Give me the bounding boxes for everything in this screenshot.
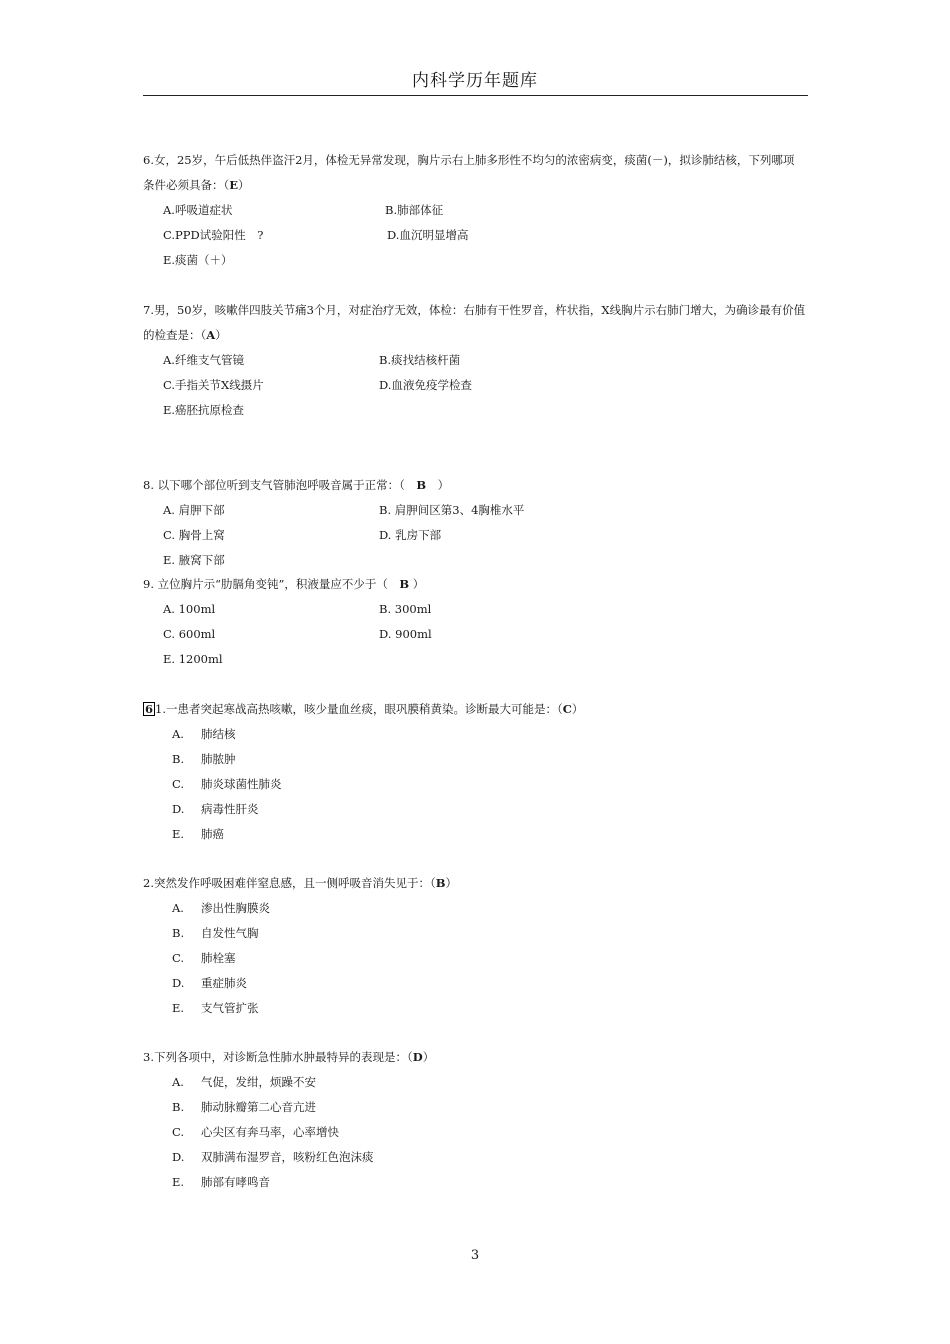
option-c: C.手指关节X线摄片	[163, 378, 264, 392]
page-number: 3	[470, 1248, 480, 1263]
option-text: 心尖区有奔马率，心率增快	[201, 1125, 339, 1139]
option-label: D.	[172, 1150, 185, 1164]
stem-close: ）	[571, 702, 584, 716]
stem-text: 条件必须具备：（	[143, 178, 230, 192]
option-label: A.	[172, 901, 184, 915]
option-text: 肺脓肿	[201, 752, 236, 766]
answer-key: C	[562, 702, 572, 716]
option-label: C.	[172, 1125, 185, 1139]
option-b	[172, 747, 236, 772]
option-label: C.	[172, 951, 185, 965]
stem-close: ）	[238, 178, 250, 192]
option-text: 肺动脉瓣第二心音亢进	[201, 1100, 316, 1114]
option-a	[172, 896, 270, 921]
option-text: 肺结核	[201, 727, 236, 741]
option-label: A.	[172, 727, 184, 741]
option-label: D.	[172, 802, 185, 816]
option-e: E.癌胚抗原检查	[163, 403, 245, 417]
option-label: E.	[172, 1175, 185, 1189]
option-label: E.	[172, 1001, 185, 1015]
option-b: B.肺部体征	[385, 203, 444, 217]
option-a: A.纤维支气管镜	[163, 353, 244, 367]
question-stem-line2	[143, 323, 808, 348]
option-d: D.血液免疫学检查	[379, 378, 472, 392]
stem-text: 1.一患者突起寒战高热咳嗽，咳少量血丝痰，眼巩膜稍黄染。诊断最大可能是：（	[155, 702, 563, 716]
option-b: B.痰找结核杆菌	[379, 353, 461, 367]
answer-key: B	[435, 876, 446, 890]
stem-text: 2.突然发作呼吸困难伴窒息感，且一侧呼吸音消失见于：（	[143, 876, 436, 890]
option-d: D.血沉明显增高	[387, 228, 469, 242]
option-a: A. 肩胛下部	[163, 503, 225, 517]
option-e: E. 1200ml	[163, 652, 223, 666]
option-b	[172, 921, 259, 946]
option-text: 气促，发绀，烦躁不安	[201, 1075, 316, 1089]
option-d	[172, 797, 259, 822]
option-text: 肺部有哮鸣音	[201, 1175, 270, 1189]
option-c: C. 600ml	[163, 627, 216, 641]
stem-close: ）	[445, 876, 457, 890]
answer-key: E	[229, 178, 239, 192]
question-stem	[143, 871, 808, 896]
stem-text: 3.下列各项中，对诊断急性肺水肿最特异的表现是：（	[143, 1050, 413, 1064]
option-text: 自发性气胸	[201, 926, 259, 940]
option-b: B. 肩胛间区第3、4胸椎水平	[379, 503, 525, 517]
option-text: 病毒性肝炎	[201, 802, 259, 816]
stem-close: ）	[215, 328, 227, 342]
stem-text: 的检查是：（	[143, 328, 207, 342]
option-c	[172, 946, 236, 971]
option-a	[172, 1070, 316, 1095]
option-label: A.	[172, 1075, 184, 1089]
option-label: B.	[172, 752, 185, 766]
question-stem	[143, 697, 808, 722]
question-stem-line1: 7.男，50岁，咳嗽伴四肢关节痛3个月，对症治疗无效，体检：右肺有干性罗音，杵状指，X线胸片示右肺门增大，为确诊最有价值	[143, 303, 806, 317]
option-c: C.PPD试验阳性 ?	[163, 228, 264, 242]
question-stem	[143, 473, 808, 498]
option-e	[172, 822, 224, 847]
stem-close: ）	[426, 478, 450, 492]
option-label: D.	[172, 976, 185, 990]
option-text: 双肺满布湿罗音，咳粉红色泡沫痰	[201, 1150, 374, 1164]
question-stem-line2	[143, 173, 808, 198]
header-divider	[143, 95, 808, 96]
option-c: C. 胸骨上窝	[163, 528, 225, 542]
option-text: 肺栓塞	[201, 951, 236, 965]
option-e: E.痰菌（＋）	[163, 253, 233, 267]
answer-key: B	[416, 478, 427, 492]
option-label: B.	[172, 926, 185, 940]
option-a: A. 100ml	[163, 602, 216, 616]
option-d	[172, 1145, 374, 1170]
text-cursor-marker: 6	[145, 702, 154, 716]
page-header-title: 内科学历年题库	[412, 71, 538, 91]
question-stem	[143, 1045, 808, 1070]
option-text: 渗出性胸膜炎	[201, 901, 270, 915]
option-e	[172, 1170, 270, 1195]
stem-close: ）	[409, 577, 425, 591]
question-stem	[143, 572, 808, 597]
option-a	[172, 722, 236, 747]
option-d: D. 乳房下部	[379, 528, 442, 542]
option-d	[172, 971, 247, 996]
option-label: C.	[172, 777, 185, 791]
answer-key: D	[412, 1050, 423, 1064]
option-text: 支气管扩张	[201, 1001, 259, 1015]
option-a: A.呼吸道症状	[163, 203, 233, 217]
option-e: E. 腋窝下部	[163, 553, 225, 567]
option-c	[172, 1120, 339, 1145]
answer-key: A	[206, 328, 216, 342]
option-label: E.	[172, 827, 185, 841]
stem-text: 8. 以下哪个部位听到支气管肺泡呼吸音属于正常：（	[143, 478, 417, 492]
option-b	[172, 1095, 316, 1120]
option-label: B.	[172, 1100, 185, 1114]
stem-text: 9. 立位胸片示“肋膈角变钝”，积液量应不少于（	[143, 577, 400, 591]
option-e	[172, 996, 259, 1021]
option-text: 重症肺炎	[201, 976, 247, 990]
option-text: 肺癌	[201, 827, 224, 841]
option-d: D. 900ml	[379, 627, 432, 641]
question-stem-line1: 6.女，25岁，午后低热伴盗汗2月，体检无异常发现，胸片示右上肺多形性不均匀的浓密病变，痰菌(－)，拟诊肺结核，下列哪项	[143, 153, 795, 167]
option-text: 肺炎球菌性肺炎	[201, 777, 282, 791]
answer-key: B	[399, 577, 410, 591]
option-c	[172, 772, 282, 797]
stem-close: ）	[422, 1050, 435, 1064]
option-b: B. 300ml	[379, 602, 432, 616]
